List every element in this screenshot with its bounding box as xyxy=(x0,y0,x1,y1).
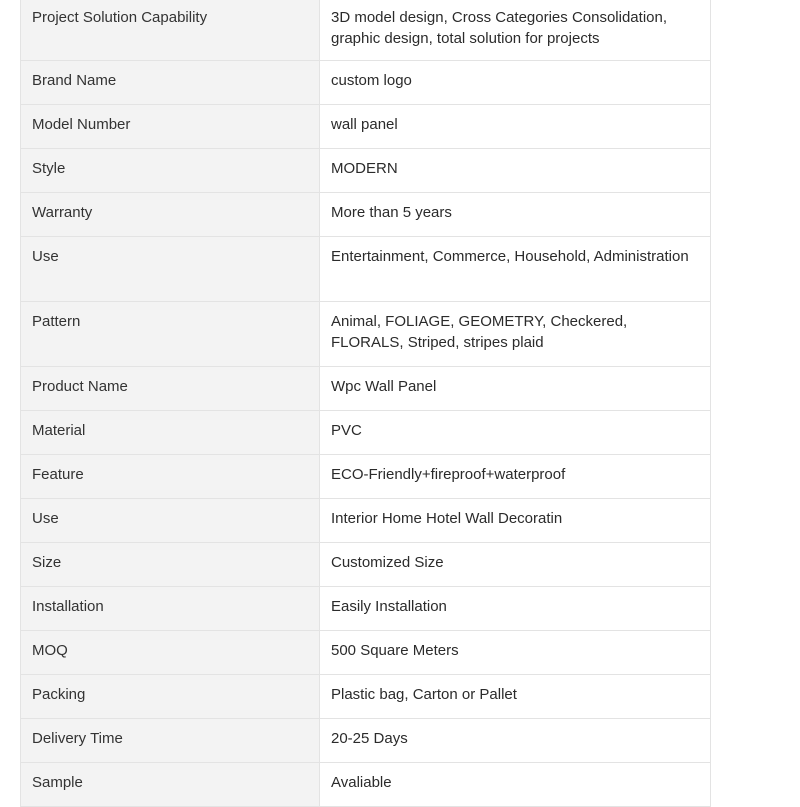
spec-value: 500 Square Meters xyxy=(320,631,711,675)
spec-value: Animal, FOLIAGE, GEOMETRY, Checkered, FLORALS, Striped, stripes plaid xyxy=(320,302,711,367)
spec-key: Packing xyxy=(21,675,320,719)
spec-key: Sample xyxy=(21,763,320,807)
spec-value: Avaliable xyxy=(320,763,711,807)
spec-value: Plastic bag, Carton or Pallet xyxy=(320,675,711,719)
table-row xyxy=(21,675,711,719)
spec-key: Style xyxy=(21,149,320,193)
spec-key: Warranty xyxy=(21,193,320,237)
spec-key: Use xyxy=(21,499,320,543)
spec-key: Brand Name xyxy=(21,61,320,105)
table-row xyxy=(21,105,711,149)
spec-key: Feature xyxy=(21,455,320,499)
spec-value: 3D model design, Cross Categories Consolidation, graphic design, total solution for projects xyxy=(320,0,711,61)
table-row xyxy=(21,719,711,763)
table-row xyxy=(21,455,711,499)
table-row xyxy=(21,302,711,367)
spec-value: Entertainment, Commerce, Household, Administration xyxy=(320,237,711,302)
table-row xyxy=(21,631,711,675)
spec-value: Interior Home Hotel Wall Decoratin xyxy=(320,499,711,543)
spec-value: 20-25 Days xyxy=(320,719,711,763)
product-spec-table xyxy=(20,0,711,807)
table-row xyxy=(21,367,711,411)
spec-value: Easily Installation xyxy=(320,587,711,631)
spec-value: ECO-Friendly+fireproof+waterproof xyxy=(320,455,711,499)
spec-value: PVC xyxy=(320,411,711,455)
product-spec-table-container xyxy=(20,0,710,807)
table-row xyxy=(21,61,711,105)
table-row xyxy=(21,543,711,587)
spec-value: wall panel xyxy=(320,105,711,149)
spec-key: Project Solution Capability xyxy=(21,0,320,61)
spec-key: Installation xyxy=(21,587,320,631)
spec-key: Model Number xyxy=(21,105,320,149)
table-row xyxy=(21,411,711,455)
spec-value: More than 5 years xyxy=(320,193,711,237)
table-row xyxy=(21,499,711,543)
spec-value: custom logo xyxy=(320,61,711,105)
spec-key: Size xyxy=(21,543,320,587)
table-row xyxy=(21,193,711,237)
table-row xyxy=(21,587,711,631)
table-row xyxy=(21,237,711,302)
spec-key: Product Name xyxy=(21,367,320,411)
spec-key: Pattern xyxy=(21,302,320,367)
spec-key: Delivery Time xyxy=(21,719,320,763)
spec-key: MOQ xyxy=(21,631,320,675)
table-row xyxy=(21,0,711,61)
table-row xyxy=(21,149,711,193)
spec-value: Wpc Wall Panel xyxy=(320,367,711,411)
spec-key: Use xyxy=(21,237,320,302)
spec-value: MODERN xyxy=(320,149,711,193)
spec-value: Customized Size xyxy=(320,543,711,587)
spec-key: Material xyxy=(21,411,320,455)
